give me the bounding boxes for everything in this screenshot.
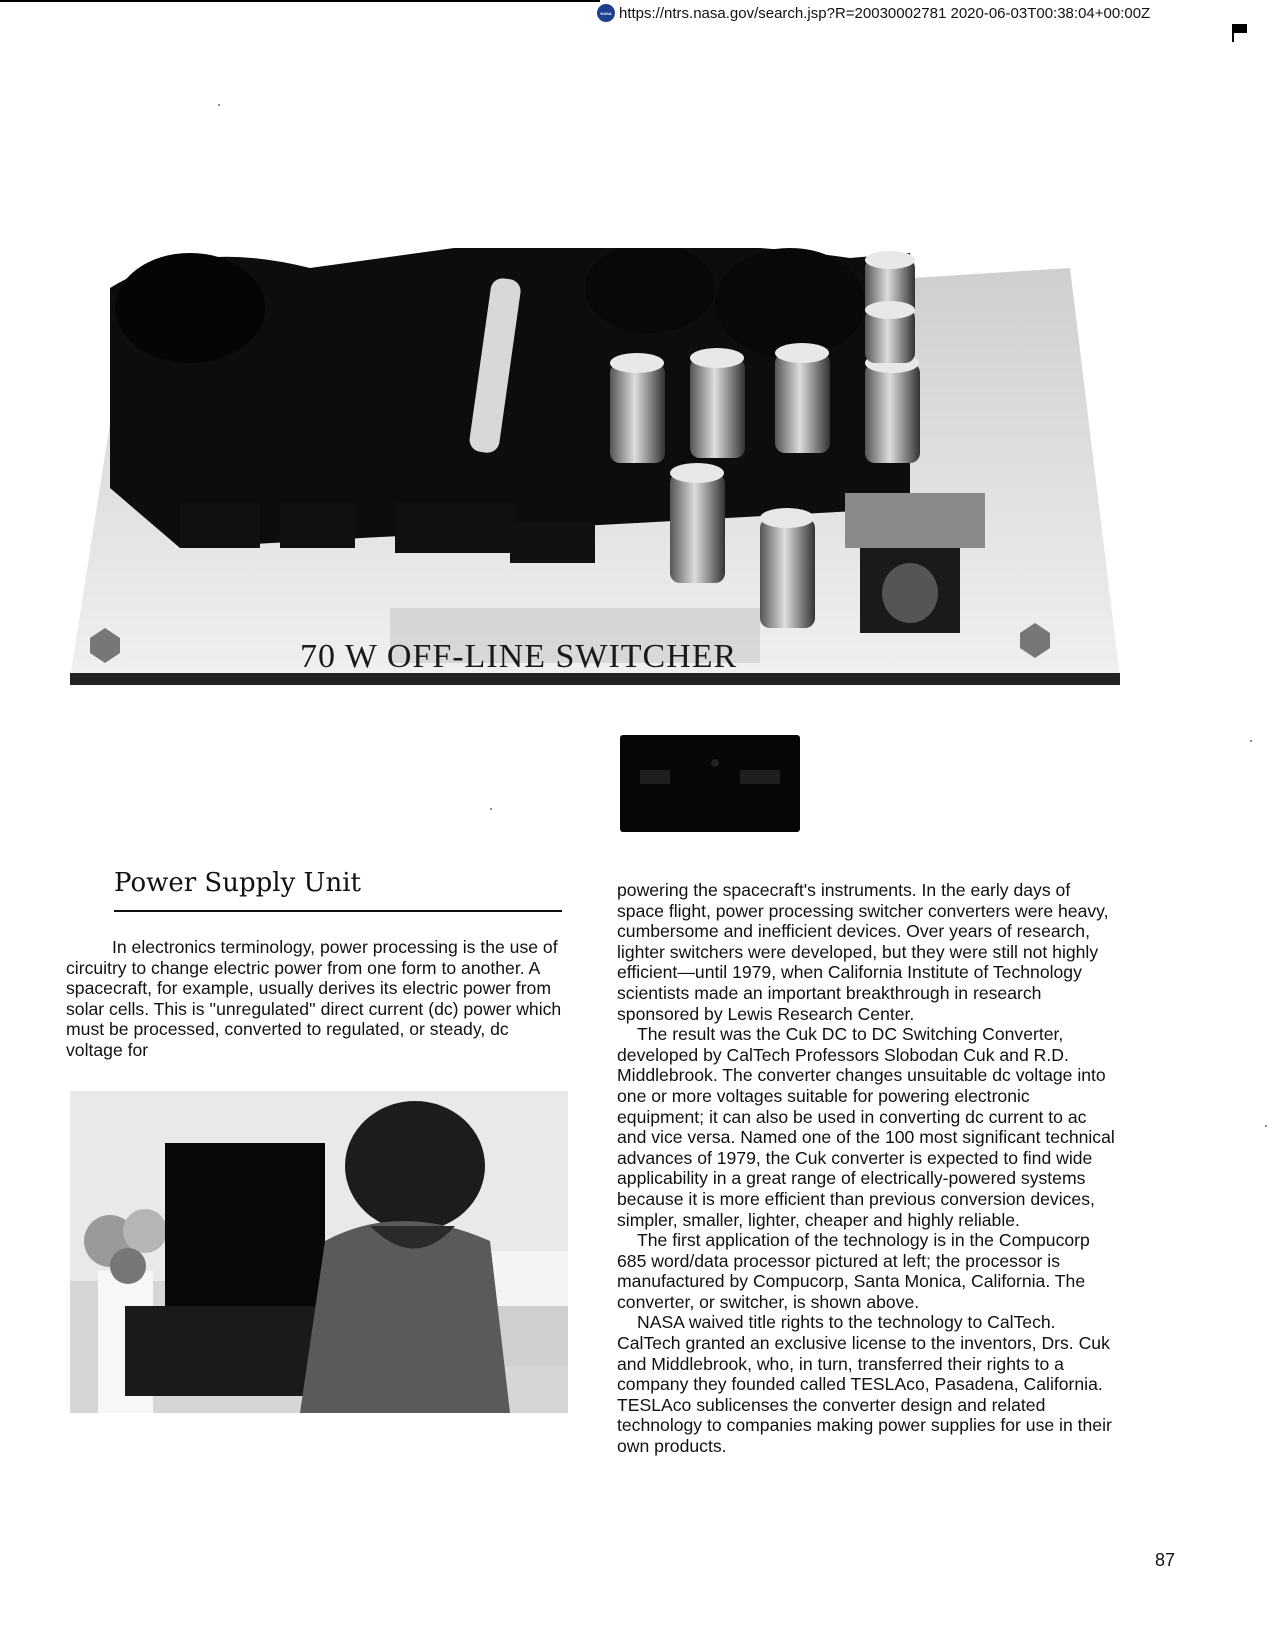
chip-photo <box>620 735 800 832</box>
paragraph: NASA waived title rights to the technology to CalTech. CalTech granted an exclusive license to the inventors, Drs. Cuk and Middlebrook, who, in turn, transferred their rights to a company they founded called TESLAco, Pasadena, California. TESLAco sublicenses the converter design and related technology to companies making power supplies for use in their own products. <box>617 1312 1112 1457</box>
page-number: 87 <box>1155 1550 1176 1570</box>
flag-icon <box>1232 24 1248 42</box>
top-rule <box>0 0 600 2</box>
paragraph: The result was the Cuk DC to DC Switching Converter, developed by CalTech Professors Slobodan Cuk and R.D. Middlebrook. The converter changes unsuitable dc voltage into one or more voltages suitable for powering electronic equipment; it can also be used in converting dc current to ac and vice versa. Named one of the 100 most significant technical advances of 1979, the Cuk converter is expected to find wide applicability in a great range of electrically-powered systems because it is more efficient than previous conversion devices, simpler, smaller, lighter, cheaper and highly reliable. <box>617 1024 1115 1230</box>
scan-speck <box>1250 740 1252 742</box>
scan-speck <box>218 104 220 106</box>
right-column <box>617 880 1117 1457</box>
source-header <box>597 2 1150 24</box>
paragraph: In electronics terminology, power processing is the use of circuitry to change electric power from one form to another. A spacecraft, for example, usually derives its electric power from solar cells. This is ''unregulated'' direct current (dc) power which must be processed, converted to regulated, or steady, dc voltage for <box>66 937 562 1060</box>
paragraph: The first application of the technology is in the Compucorp 685 word/data processor pictured at left; the processor is manufactured by Compucorp, Santa Monica, California. The converter, or switcher, is shown above. <box>617 1230 1090 1312</box>
scan-speck <box>1265 1125 1267 1127</box>
paragraph: powering the spacecraft's instruments. In the early days of space flight, power processing switcher converters were heavy, cumbersome and inefficient devices. Over years of research, lighter switchers were developed, but they were still not highly efficient—until 1979, when California Institute of Technology scientists made an important breakthrough in research sponsored by Lewis Research Center. <box>617 880 1109 1024</box>
nasa-logo-icon: NASA <box>597 4 615 22</box>
word-processor-photo <box>70 1091 568 1413</box>
board-label: 70 W OFF-LINE SWITCHER <box>300 638 738 675</box>
source-url[interactable]: https://ntrs.nasa.gov/search.jsp?R=20030002781 2020-06-03T00:38:04+00:00Z <box>619 4 1151 22</box>
scan-speck <box>490 808 492 810</box>
left-column <box>66 937 566 1061</box>
article-title: Power Supply Unit <box>114 868 562 912</box>
